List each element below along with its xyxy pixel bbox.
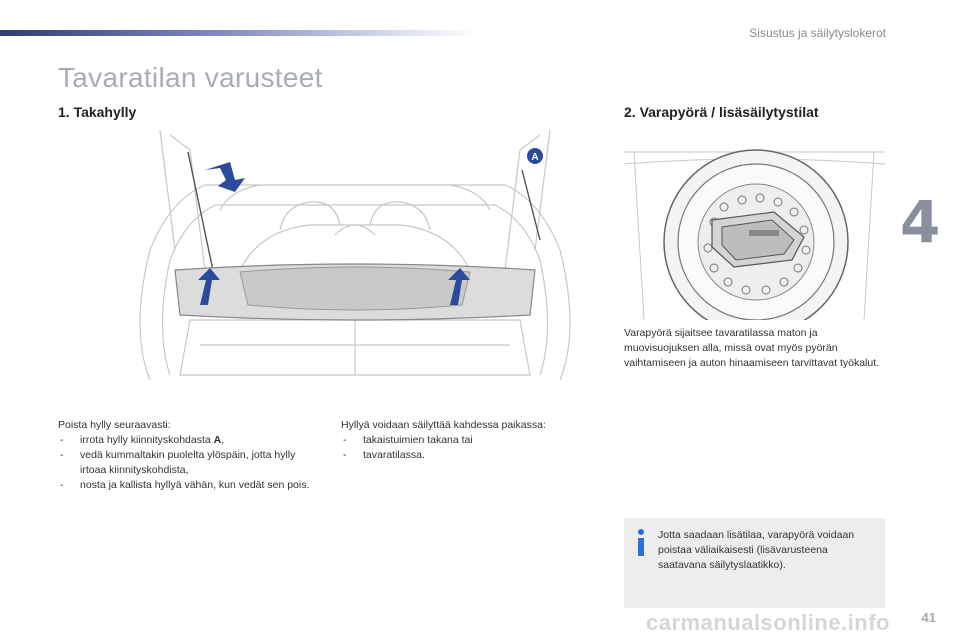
heading-spare-wheel: 2. Varapyörä / lisäsäilytystilat: [624, 104, 819, 120]
storage-item-2: - tavaratilassa.: [341, 448, 601, 463]
storage-intro: Hyllyä voidaan säilyttää kahdessa paikassa:: [341, 419, 546, 431]
storage-item-1: - takaistuimien takana tai: [341, 433, 601, 448]
removal-intro: Poista hylly seuraavasti:: [58, 419, 171, 431]
page-number: 41: [921, 610, 936, 625]
heading-rear-shelf: 1. Takahylly: [58, 104, 137, 120]
callout-a-label: A: [531, 152, 539, 163]
header-gradient-bar: [0, 30, 480, 36]
watermark: carmanualsonline.info: [646, 610, 890, 635]
spare-wheel-description: [624, 326, 886, 371]
storage-locations: [341, 418, 601, 463]
section-title: Sisustus ja säilytyslokerot: [749, 26, 886, 40]
removal-instructions: [58, 418, 318, 493]
page-title: Tavaratilan varusteet: [58, 62, 323, 93]
spare-wheel-illustration: [624, 142, 885, 320]
info-box: [624, 518, 885, 608]
info-icon: [634, 528, 648, 558]
step-1: - irrota hylly kiinnityskohdasta A,: [58, 433, 318, 448]
rear-shelf-illustration: [110, 130, 600, 390]
step-2: - vedä kummaltakin puolelta ylöspäin, jotta hylly irtoaa kiinnityskohdista,: [58, 448, 318, 478]
chapter-number: 4: [900, 188, 941, 256]
info-text: Jotta saadaan lisätilaa, varapyörä voidaan poistaa väliaikaisesti (lisävarusteena saatavana säilytyslaatikko).: [658, 529, 855, 571]
step-3: - nosta ja kallista hyllyä vähän, kun vedät sen pois.: [58, 478, 318, 493]
spare-wheel-paragraph: Varapyörä sijaitsee tavaratilassa maton ja muovisuojuksen alla, missä ovat myös pyörän vaihtamiseen ja auton hinaamiseen tarvittavat työkalut.: [624, 327, 880, 369]
